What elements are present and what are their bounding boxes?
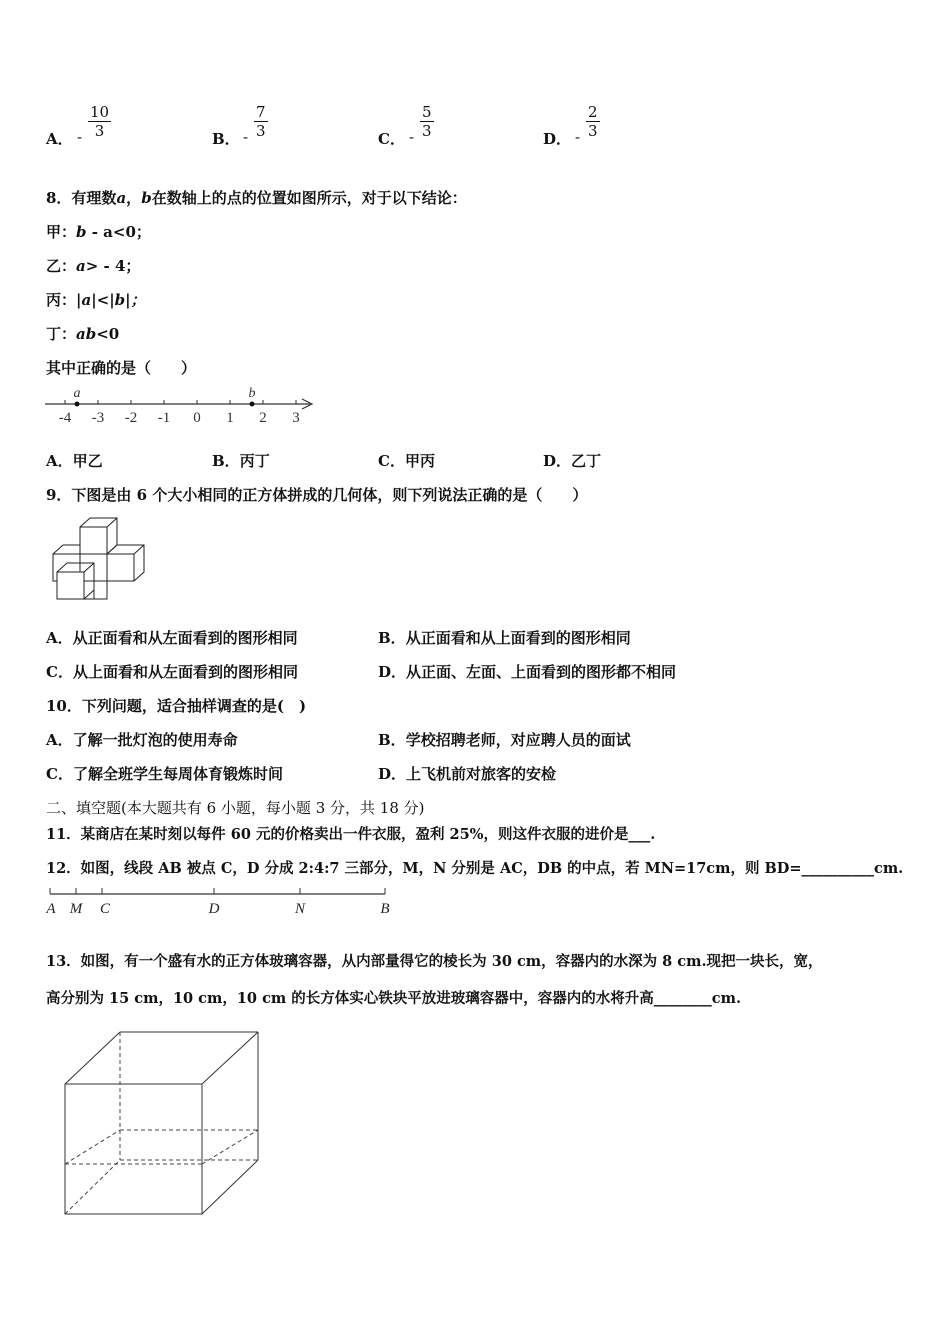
cube-hidden-edge	[65, 1160, 120, 1214]
q8-option-d	[543, 450, 601, 471]
water-level-left	[65, 1130, 120, 1164]
section-2-heading: 二、填空题(本大题共有 6 小题，每小题 3 分，共 18 分)	[46, 799, 425, 817]
option-text: 了解全班学生每周体育锻炼时间	[72, 765, 283, 783]
point-label-b: B	[380, 901, 390, 917]
cube-right-front	[107, 554, 134, 581]
cube-left-top	[53, 545, 80, 554]
q9-stem: 9．下图是由 6 个大小相同的正方体拼成的几何体，则下列说法正确的是（ ）	[46, 486, 588, 504]
q7-option-b-fraction	[254, 103, 268, 140]
cube-top-front	[80, 527, 107, 554]
cube-edge	[202, 1160, 258, 1214]
option-letter: C．	[378, 452, 405, 470]
tick-label: -1	[157, 410, 171, 426]
option-text: 丙丁	[239, 452, 270, 470]
option-letter: C．	[46, 765, 73, 783]
point-label-d: D	[208, 901, 220, 917]
q8-statement-2	[46, 255, 140, 276]
q8-option-a	[46, 450, 103, 471]
q9-option-c	[46, 661, 298, 682]
q10-option-a	[46, 729, 238, 750]
q7-option-c-fraction	[420, 103, 434, 140]
point-label-a: A	[46, 901, 56, 917]
q8-s1-label: 甲：	[46, 223, 77, 241]
tick-label: 2	[259, 410, 267, 426]
option-letter: D．	[378, 765, 407, 783]
tick-label: 1	[226, 410, 234, 426]
cube-front-edge	[84, 590, 94, 599]
q8-stem-sep: ，	[126, 189, 142, 207]
q7-option-a-numerator: 10	[90, 103, 110, 121]
point-b-label: b	[248, 386, 256, 401]
q9-option-b	[378, 627, 631, 648]
q8-s2-label: 乙：	[46, 257, 77, 275]
point-a-label: a	[73, 386, 81, 401]
q7-option-a-fraction	[88, 103, 111, 140]
option-text: 从上面看和从左面看到的图形相同	[72, 663, 298, 681]
option-text: 从正面、左面、上面看到的图形都不相同	[406, 663, 677, 681]
q8-ask: 其中正确的是（ ）	[46, 359, 197, 377]
q7-option-a-letter: A．	[46, 130, 73, 148]
option-text: 从正面看和从上面看到的图形相同	[405, 629, 631, 647]
tick-label: -4	[58, 410, 72, 426]
cube-top-edge	[107, 518, 117, 527]
q8-s1-expr: b	[76, 223, 87, 241]
q10-stem: 10．下列问题，适合抽样调查的是( )	[46, 697, 307, 715]
q8-s2-rest: > - 4；	[85, 257, 141, 275]
q8-s3-expr: |a|<|b|；	[76, 291, 146, 309]
option-text: 乙丁	[571, 452, 602, 470]
q7-option-b-numerator: 7	[256, 103, 266, 121]
q12-segment-figure	[42, 884, 402, 918]
option-text: 上飞机前对旅客的安检	[406, 765, 557, 783]
q7-option-b-letter: B．	[212, 130, 240, 148]
q8-s4-label: 丁：	[46, 325, 77, 343]
q10-option-d	[378, 763, 556, 784]
q7-option-d-numerator: 2	[588, 103, 598, 121]
q8-s1-rest: - a<0；	[86, 223, 151, 241]
q7-option-d-letter: D．	[543, 130, 572, 148]
point-b-dot	[250, 402, 255, 407]
q7-option-b-denominator: 3	[256, 122, 266, 140]
q7-option-d-denominator: 3	[588, 122, 598, 140]
q10-option-c	[46, 763, 283, 784]
cube-front-edge	[84, 563, 94, 572]
cube-right-edge	[134, 545, 144, 554]
q8-statement-4	[46, 323, 119, 344]
option-letter: D．	[378, 663, 407, 681]
point-label-c: C	[99, 901, 111, 917]
q9-cube-figure	[44, 512, 156, 612]
q7-option-c-numerator: 5	[422, 103, 432, 121]
tick-label: 3	[292, 410, 300, 426]
option-letter: A．	[46, 452, 73, 470]
number-line-ticks	[65, 400, 296, 404]
q9-option-a	[46, 627, 298, 648]
q7-option-c-denominator: 3	[422, 122, 432, 140]
cube-edge	[202, 1032, 258, 1084]
q8-var-a: a	[116, 189, 127, 207]
q7-option-c-letter: C．	[378, 130, 405, 148]
cube-edge	[65, 1032, 120, 1084]
q8-stem-part2: 在数轴上的点的位置如图所示，对于以下结论：	[151, 189, 467, 207]
point-label-m: M	[69, 901, 83, 917]
q8-s4-expr: ab	[76, 325, 97, 343]
q13-line-1: 13．如图，有一个盛有水的正方体玻璃容器，从内部量得它的棱长为 30 cm，容器内的水深为 8 cm.现把一块长，宽，	[46, 953, 823, 970]
q8-var-b: b	[141, 189, 152, 207]
option-text: 了解一批灯泡的使用寿命	[72, 731, 238, 749]
q12-stem: 12．如图，线段 AB 被点 C，D 分成 2:4:7 三部分，M，N 分别是 AC，DB 的中点，若 MN=17cm，则 BD=__________cm.	[46, 860, 904, 877]
option-text: 从正面看和从左面看到的图形相同	[72, 629, 298, 647]
q8-option-c	[378, 450, 435, 471]
option-letter: B．	[378, 731, 406, 749]
option-text: 甲乙	[72, 452, 103, 470]
option-letter: B．	[378, 629, 406, 647]
q8-option-b	[212, 450, 270, 471]
option-letter: D．	[543, 452, 572, 470]
q10-option-b	[378, 729, 631, 750]
tick-label: 0	[193, 410, 201, 426]
q7-option-c-sign: -	[409, 128, 415, 146]
option-letter: B．	[212, 452, 240, 470]
point-a-dot	[75, 402, 80, 407]
q8-s3-label: 丙：	[46, 291, 77, 309]
option-text: 甲丙	[404, 452, 435, 470]
q8-stem	[46, 187, 467, 208]
q13-line-2: 高分别为 15 cm，10 cm，10 cm 的长方体实心铁块平放进玻璃容器中，容器内的水将升高________cm.	[46, 990, 742, 1007]
option-letter: C．	[46, 663, 73, 681]
q8-statement-3	[46, 289, 146, 310]
option-letter: A．	[46, 629, 73, 647]
water-level-right	[202, 1130, 258, 1164]
q8-statement-1	[46, 221, 151, 242]
q9-option-d	[378, 661, 676, 682]
q8-stem-part1: 8．有理数	[46, 189, 117, 207]
q8-number-line	[40, 382, 325, 430]
q7-option-a-denominator: 3	[94, 122, 105, 140]
tick-label: -2	[124, 410, 138, 426]
option-letter: A．	[46, 731, 73, 749]
cube-front-face	[57, 572, 84, 599]
q8-s2-var: a	[76, 257, 86, 275]
point-label-n: N	[294, 901, 306, 917]
q7-option-a-sign: -	[77, 128, 83, 146]
q11-stem: 11．某商店在某时刻以每件 60 元的价格卖出一件衣服，盈利 25%，则这件衣服的进价是___.	[46, 826, 656, 843]
q7-option-d-sign: -	[575, 128, 581, 146]
q7-option-b-sign: -	[243, 128, 249, 146]
q8-s4-rest: <0	[96, 325, 120, 343]
cube-bottom	[94, 581, 107, 599]
q7-option-d-fraction	[586, 103, 600, 140]
tick-label: -3	[91, 410, 105, 426]
q13-cube-container-figure	[58, 1026, 268, 1222]
option-text: 学校招聘老师，对应聘人员的面试	[405, 731, 631, 749]
